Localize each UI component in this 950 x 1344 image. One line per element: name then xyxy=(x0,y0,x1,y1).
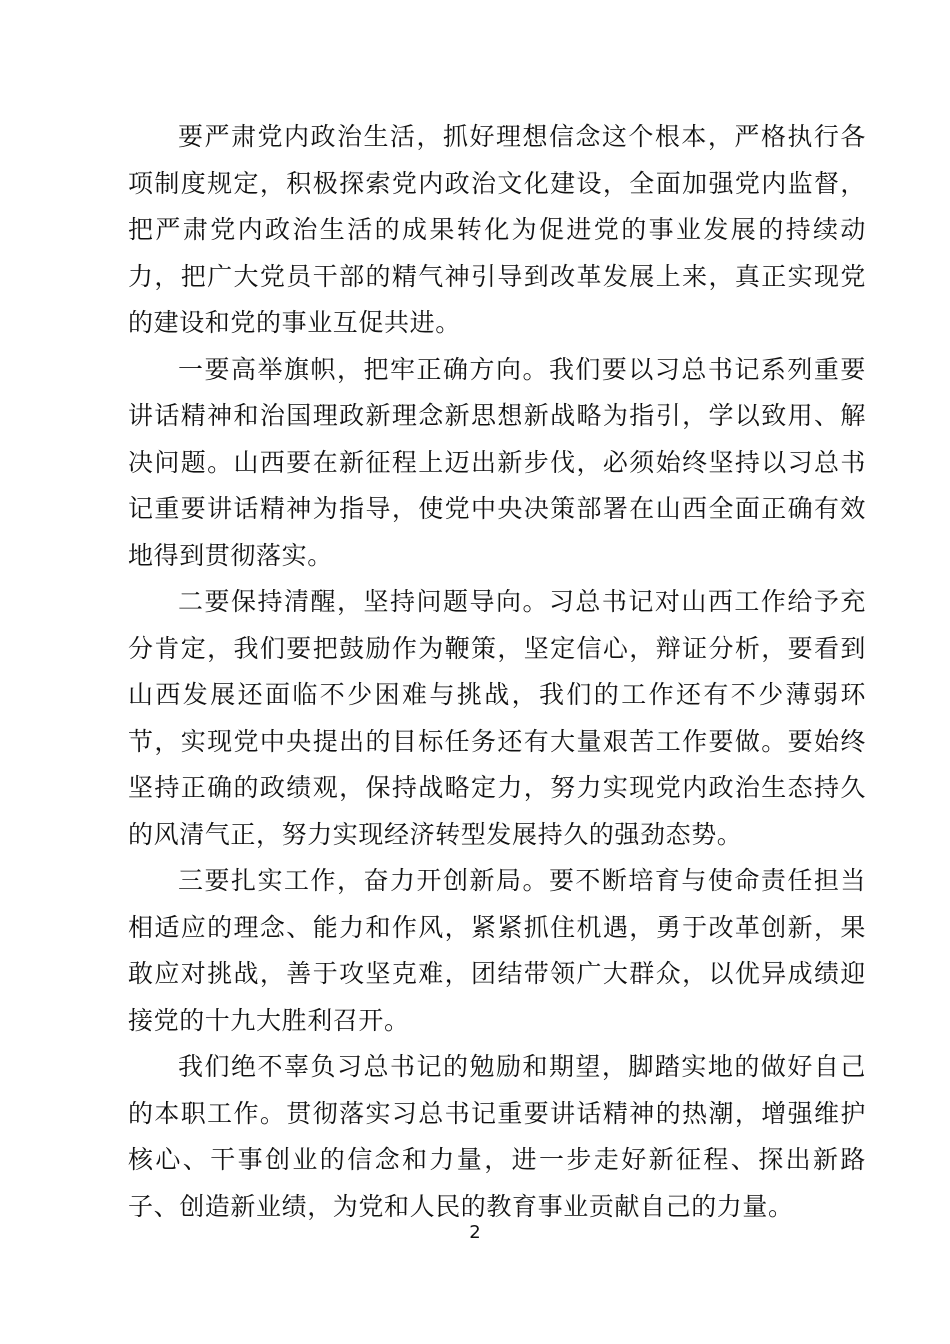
document-body xyxy=(128,114,866,1230)
page-number: 2 xyxy=(469,1222,481,1243)
paragraph-5: 我们绝不辜负习总书记的勉励和期望，脚踏实地的做好自己的本职工作。贯彻落实习总书记重要讲话精神的热潮，增强维护核心、干事创业的信念和力量，进一步走好新征程、探出新路子、创造新业绩，为党和人民的教育事业贡献自己的力量。 xyxy=(128,1052,866,1221)
paragraph-1: 要严肃党内政治生活，抓好理想信念这个根本，严格执行各项制度规定，积极探索党内政治文化建设，全面加强党内监督，把严肃党内政治生活的成果转化为促进党的事业发展的持续动力，把广大党员干部的精气神引导到改革发展上来，真正实现党的建设和党的事业互促共进。 xyxy=(128,122,866,337)
paragraph-4: 三要扎实工作，奋力开创新局。要不断培育与使命责任担当相适应的理念、能力和作风，紧紧抓住机遇，勇于改革创新，果敢应对挑战，善于攻坚克难，团结带领广大群众，以优异成绩迎接党的十九大胜利召开。 xyxy=(128,866,866,1035)
paragraph-2: 一要高举旗帜，把牢正确方向。我们要以习总书记系列重要讲话精神和治国理政新理念新思想新战略为指引，学以致用、解决问题。山西要在新征程上迈出新步伐，必须始终坚持以习总书记重要讲话精神为指导，使党中央决策部署在山西全面正确有效地得到贯彻落实。 xyxy=(128,354,866,570)
paragraph-3: 二要保持清醒，坚持问题导向。习总书记对山西工作给予充分肯定，我们要把鼓励作为鞭策，坚定信心，辩证分析，要看到山西发展还面临不少困难与挑战，我们的工作还有不少薄弱环节，实现党中央提出的目标任务还有大量艰苦工作要做。要始终坚持正确的政绩观，保持战略定力，努力实现党内政治生态持久的风清气正，努力实现经济转型发展持久的强劲态势。 xyxy=(128,587,866,849)
